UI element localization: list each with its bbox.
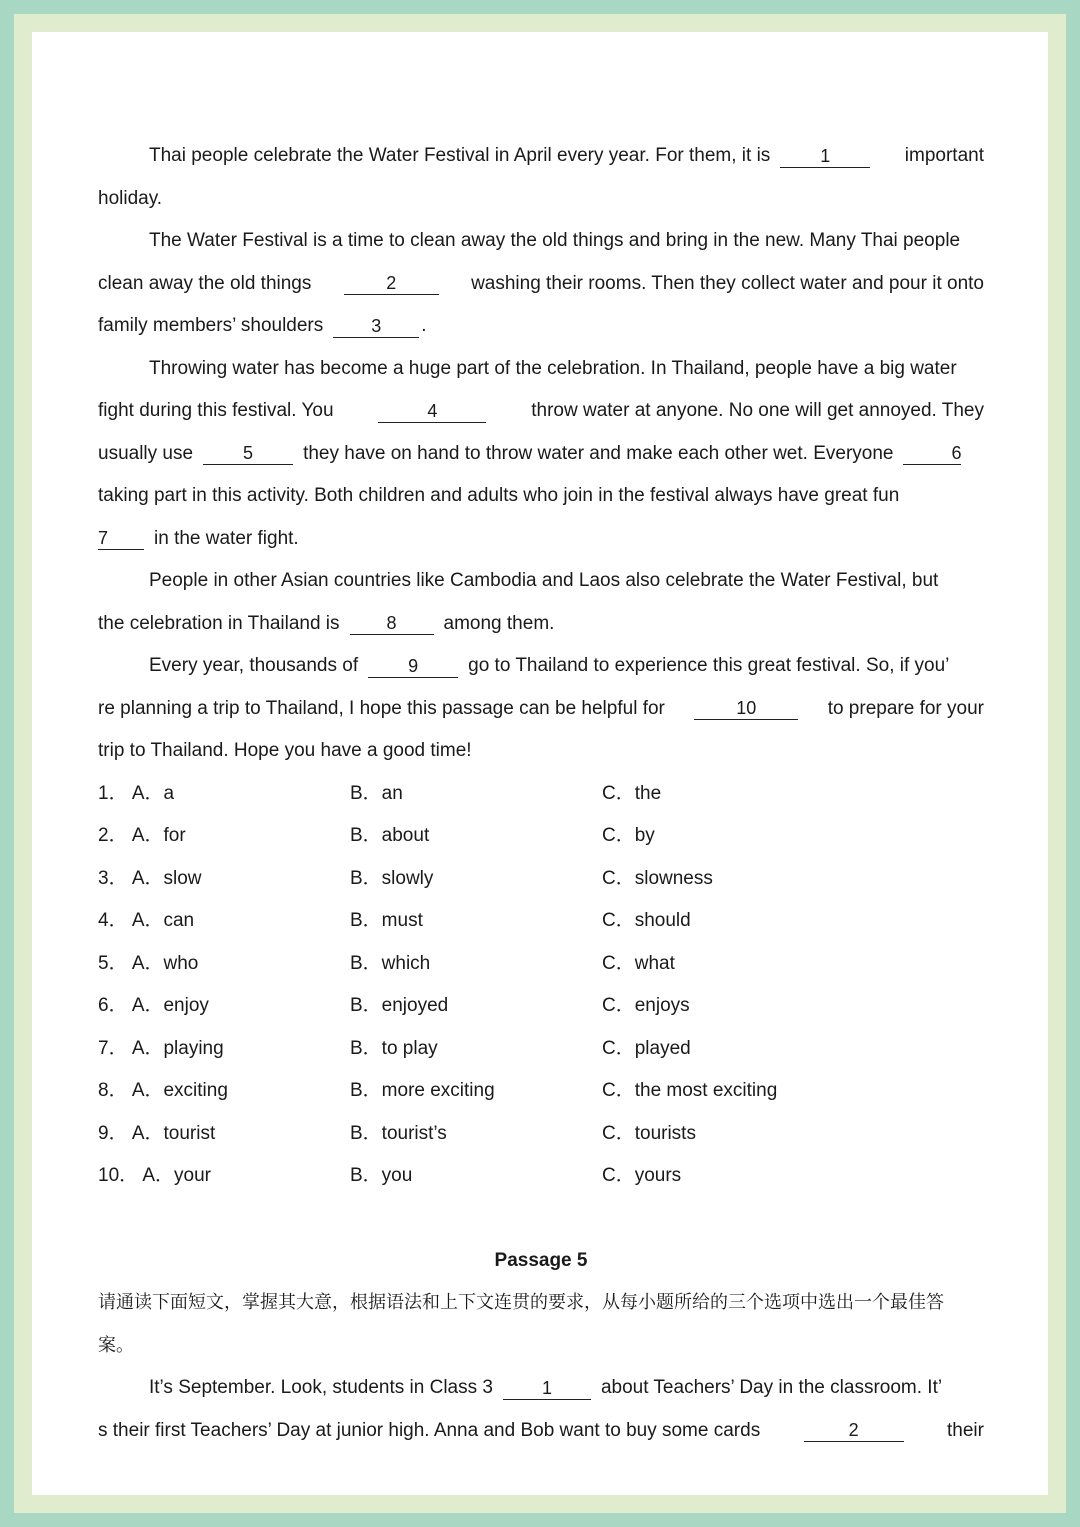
option-b[interactable]: B．more exciting bbox=[350, 1080, 495, 1101]
text: clean away the old things bbox=[98, 272, 312, 294]
option-a[interactable]: 8． A．exciting bbox=[98, 1080, 228, 1101]
option-row bbox=[98, 900, 984, 943]
answer-blank[interactable]: 3 bbox=[333, 315, 419, 338]
passage-line bbox=[98, 263, 984, 306]
option-c[interactable]: C．the most exciting bbox=[602, 1080, 778, 1101]
option-b[interactable]: B．must bbox=[350, 910, 423, 931]
text: taking part in this activity. Both children and adults who join in the festival always have great fun bbox=[98, 485, 900, 506]
answer-blank[interactable]: 9 bbox=[368, 655, 458, 678]
option-b[interactable]: B．enjoyed bbox=[350, 995, 449, 1016]
text: usually use bbox=[98, 442, 194, 464]
text: washing their rooms. Then they collect water and pour it onto bbox=[471, 272, 984, 294]
passage-line bbox=[98, 220, 984, 263]
option-b[interactable]: B．to play bbox=[350, 1037, 438, 1059]
passage-line bbox=[98, 688, 984, 731]
answer-blank[interactable]: 2 bbox=[344, 272, 439, 295]
passage-line bbox=[98, 135, 984, 178]
answer-blank[interactable]: 4 bbox=[378, 400, 486, 423]
text: their bbox=[947, 1419, 984, 1441]
option-c[interactable]: C．slowness bbox=[602, 867, 713, 889]
option-b[interactable]: B．which bbox=[350, 952, 431, 974]
option-row bbox=[98, 1028, 984, 1071]
text: family members’ shoulders bbox=[98, 315, 324, 336]
passage-line bbox=[98, 433, 994, 476]
text: People in other Asian countries like Cambodia and Laos also celebrate the Water Festival, but bbox=[149, 570, 939, 591]
option-row bbox=[98, 773, 984, 816]
option-c[interactable]: C．by bbox=[602, 825, 655, 846]
answer-blank[interactable]: 5 bbox=[203, 442, 293, 465]
answer-blank[interactable]: 1 bbox=[503, 1377, 591, 1400]
option-c[interactable]: C．what bbox=[602, 952, 675, 974]
option-a[interactable]: 5． A．who bbox=[98, 952, 199, 974]
instruction-text: 案。 bbox=[98, 1334, 134, 1356]
option-a[interactable]: 7． A．playing bbox=[98, 1037, 224, 1059]
text: the celebration in Thailand is bbox=[98, 612, 340, 634]
answer-blank[interactable]: 8 bbox=[350, 612, 434, 635]
option-c[interactable]: C．enjoys bbox=[602, 995, 690, 1016]
option-b[interactable]: B．slowly bbox=[350, 867, 434, 889]
option-b[interactable]: B．an bbox=[350, 782, 403, 804]
text: holiday. bbox=[98, 187, 163, 209]
option-a[interactable]: 9． A．tourist bbox=[98, 1122, 216, 1144]
instruction-line bbox=[98, 1325, 984, 1368]
option-a[interactable]: 1． A．a bbox=[98, 782, 175, 804]
option-a[interactable]: 6． A．enjoy bbox=[98, 995, 209, 1016]
text: re planning a trip to Thailand, I hope this passage can be helpful for bbox=[98, 697, 665, 719]
option-c[interactable]: C．tourists bbox=[602, 1122, 696, 1144]
option-row bbox=[98, 943, 984, 986]
passage-line bbox=[98, 603, 984, 646]
option-row bbox=[98, 1070, 984, 1113]
option-a[interactable]: 3． A．slow bbox=[98, 867, 202, 889]
answer-blank[interactable]: 6 bbox=[903, 442, 961, 465]
text: among them. bbox=[443, 612, 555, 634]
option-b[interactable]: B．you bbox=[350, 1165, 413, 1186]
text: important bbox=[904, 145, 984, 166]
answer-blank[interactable]: 2 bbox=[804, 1419, 904, 1442]
passage-line bbox=[98, 348, 984, 391]
text: trip to Thailand. Hope you have a good time! bbox=[98, 740, 472, 761]
text: throw water at anyone. No one will get annoyed. They bbox=[531, 400, 984, 421]
instruction-text: 请通读下面短文，掌握其大意，根据语法和上下文连贯的要求，从每小题所给的三个选项中选出一个最佳答 bbox=[98, 1292, 944, 1313]
text: Thai people celebrate the Water Festival in April every year. For them, it is bbox=[149, 145, 771, 166]
text: fight during this festival. You bbox=[98, 400, 334, 421]
option-row bbox=[98, 858, 984, 901]
text: It’s September. Look, students in Class 3 bbox=[149, 1377, 493, 1398]
answer-blank[interactable]: 10 bbox=[694, 697, 798, 720]
option-row bbox=[98, 1155, 984, 1198]
passage-line bbox=[98, 475, 984, 518]
text: in the water fight. bbox=[154, 527, 299, 549]
option-b[interactable]: B．about bbox=[350, 825, 430, 846]
text: . bbox=[421, 315, 427, 336]
passage-line bbox=[98, 1410, 984, 1453]
section-heading: Passage 5 bbox=[494, 1249, 588, 1271]
document-content bbox=[98, 135, 984, 1452]
option-row bbox=[98, 1113, 984, 1156]
text: Every year, thousands of bbox=[149, 655, 359, 676]
answer-blank[interactable]: 1 bbox=[780, 145, 870, 168]
option-a[interactable]: 4． A．can bbox=[98, 910, 195, 931]
option-c[interactable]: C．the bbox=[602, 782, 662, 804]
text: Throwing water has become a huge part of the celebration. In Thailand, people have a big water bbox=[149, 357, 957, 379]
passage-line bbox=[98, 730, 984, 773]
passage-line bbox=[98, 178, 984, 221]
option-c[interactable]: C．yours bbox=[602, 1165, 682, 1186]
text: to prepare for your bbox=[827, 697, 984, 719]
option-c[interactable]: C．played bbox=[602, 1037, 691, 1059]
text: s their first Teachers’ Day at junior high. Anna and Bob want to buy some cards bbox=[98, 1419, 761, 1441]
passage-line bbox=[98, 305, 984, 348]
passage-line bbox=[98, 560, 984, 603]
text: about Teachers’ Day in the classroom. It’ bbox=[600, 1377, 943, 1398]
text: they have on hand to throw water and make each other wet. Everyone bbox=[303, 442, 894, 464]
text: The Water Festival is a time to clean away the old things and bring in the new. Many Thai people bbox=[149, 230, 961, 251]
passage-line bbox=[98, 645, 984, 688]
document-page bbox=[32, 32, 1048, 1495]
option-row bbox=[98, 985, 984, 1028]
passage-line bbox=[98, 1367, 984, 1410]
option-c[interactable]: C．should bbox=[602, 910, 691, 931]
options-list bbox=[98, 773, 984, 1198]
option-b[interactable]: B．tourist’s bbox=[350, 1122, 447, 1144]
answer-blank[interactable]: 7 bbox=[98, 527, 144, 550]
text: go to Thailand to experience this great festival. So, if you’ bbox=[468, 655, 950, 676]
option-a[interactable]: 2． A．for bbox=[98, 825, 186, 846]
option-a[interactable]: 10． A．your bbox=[98, 1165, 212, 1186]
passage-line bbox=[98, 390, 984, 433]
passage-line bbox=[98, 518, 984, 561]
option-row bbox=[98, 815, 984, 858]
instruction-line bbox=[98, 1282, 984, 1325]
